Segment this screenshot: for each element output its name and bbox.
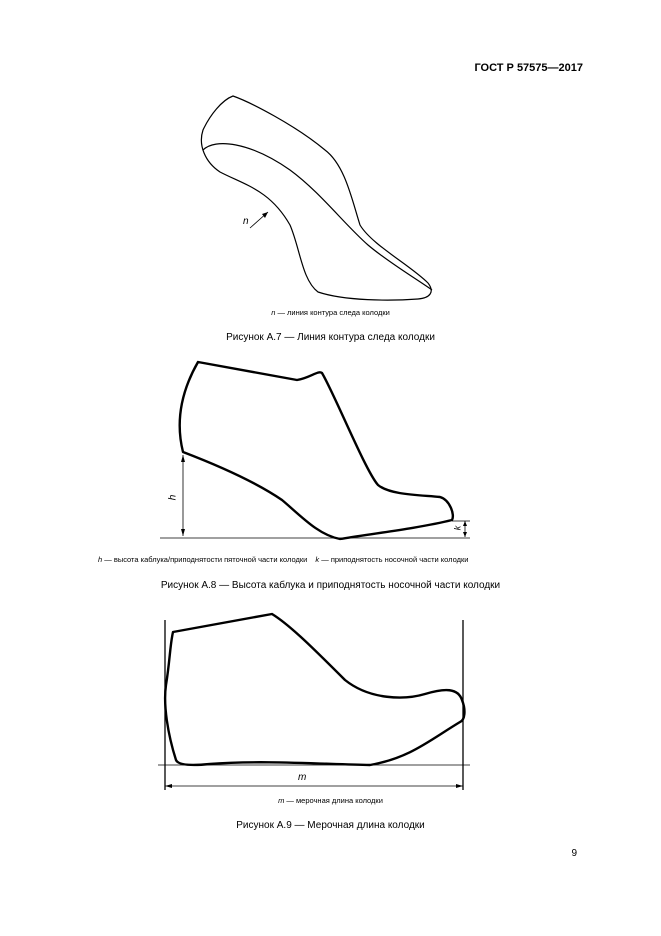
dimension-arrow-m-right [456, 784, 463, 788]
caption-a7: Рисунок А.7 — Линия контура следа колодки [226, 332, 435, 343]
legend-a7-symbol: n [271, 308, 276, 317]
legend-a8-h-text: — высота каблука/приподнятости пяточной части колодки [102, 555, 308, 564]
legend-a8-k-text: — приподнятость носочной части колодки [319, 555, 469, 564]
label-n: n [243, 216, 249, 227]
label-h: h [167, 494, 179, 501]
page-number: 9 [571, 848, 577, 859]
caption-a8: Рисунок А.8 — Высота каблука и приподнятость носочной части колодки [160, 580, 501, 591]
document-standard-number: ГОСТ Р 57575—2017 [474, 62, 583, 74]
label-k: k [452, 525, 463, 531]
legend-a8-k-symbol: k [315, 555, 320, 564]
last-outline-a9 [165, 614, 464, 765]
label-m: m [298, 772, 307, 783]
legend-a9 [0, 796, 661, 805]
legend-a9-text: — мерочная длина колодки [284, 796, 383, 805]
legend-a8-h-symbol: h [98, 555, 103, 564]
caption-a9: Рисунок А.9 — Мерочная длина колодки [236, 820, 425, 831]
dimension-arrow-m-left [165, 784, 172, 788]
legend-a9-symbol: m [278, 796, 285, 805]
legend-a7-text: — линия контура следа колодки [275, 308, 390, 317]
